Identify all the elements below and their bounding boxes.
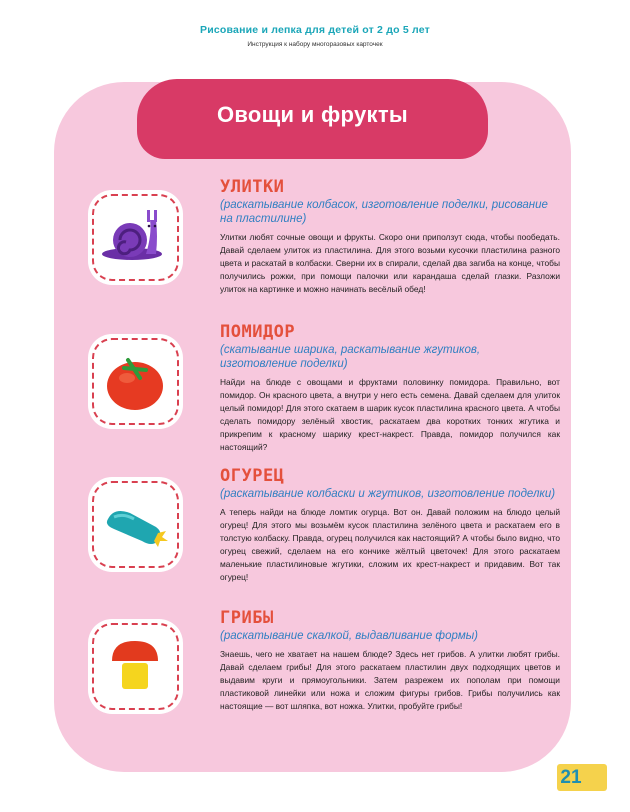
section-subtitle: (раскатывание скалкой, выдавливание формы): [220, 630, 478, 642]
section-subtitle: (скатывание шарика, раскатывание жгутиков, изготовление поделки): [220, 344, 481, 370]
section-title: ОГУРЕЦ: [220, 466, 285, 486]
section-snails: [220, 177, 560, 296]
section-mushrooms: [220, 608, 560, 713]
snail-thumbnail: [92, 194, 179, 281]
tomato-thumbnail: [92, 338, 179, 425]
section-body: А теперь найди на блюде ломтик огурца. Вот он. Давай положим на блюдо целый огурец! Для этого мы возьмём кусок пластилина зелёного цвета и раскатаем его в толстую колбаску. Правда, огурец получился как настоящий? А чтобы было видно, что огурец свежий, сделаем на его кончике жёлтый цветочек! Для этого раскатаем маленькие пластилиновые жгутики, сложим их крест-накрест и придавим. Вот так огурец!: [220, 507, 560, 582]
mushroom-thumbnail: [92, 623, 179, 710]
section-subtitle: (раскатывание колбасок, изготовление поделки, рисование на пластилине): [220, 199, 548, 225]
section-tomato: [220, 322, 560, 453]
section-body: Знаешь, чего не хватает на нашем блюде? Здесь нет грибов. А улитки любят грибы. Давай сделаем грибы! Для этого раскатаем пластилин двух подходящих цветов и выдавим круги и прямоугольники. Затем разрежем их пополам при помощи пластиковой линейки или ножа и сложим фигуры грибов. Грибы получились как настоящие — вот шляпка, вот ножка. Улитки, пробуйте грибы!: [220, 649, 560, 711]
section-subtitle: (раскатывание колбаски и жгутиков, изготовление поделки): [220, 488, 556, 500]
page-header-title: Рисование и лепка для детей от 2 до 5 лет: [200, 24, 430, 36]
section-title: УЛИТКИ: [220, 177, 285, 197]
snail-icon: [94, 196, 177, 279]
page-number: 21: [560, 767, 582, 788]
section-body: Найди на блюде с овощами и фруктами половинку помидора. Правильно, вот помидор. Он красного цвета, а внутри у него есть семена. Давай сделаем для улиток целый помидор! Для этого скатаем в шарик кусок пластилина красного цвета. А чтобы сделать помидору зелёный хвостик, раскатаем два коротких тонких жгутика и прикрепим к красному шарику крест-накрест. Правда, помидор получился как настоящий?: [220, 377, 560, 452]
cucumber-icon: [94, 483, 177, 566]
section-title: ГРИБЫ: [220, 608, 274, 628]
section-cucumber: [220, 466, 560, 583]
tomato-icon: [94, 340, 177, 423]
mushroom-icon: [94, 625, 177, 708]
banner-title: Овощи и фрукты: [216, 102, 409, 127]
section-body: Улитки любят сочные овощи и фрукты. Скоро они приползут сюда, чтобы пообедать. Давай сделаем улиток из пластилина. Для этого возьми кусочки пластилина разного цвета и раскатай в колбаски. Сверни их в спирали, сделай два загиба на конце, чтобы получились рожки, при помощи палочки или карандаша сделай глазки. Разложи улиток на картинке и можно начинать весёлый обед!: [220, 232, 560, 294]
cucumber-thumbnail: [92, 481, 179, 568]
page-header-subtitle: Инструкция к набору многоразовых карточек: [247, 41, 383, 48]
section-title: ПОМИДОР: [220, 322, 296, 342]
